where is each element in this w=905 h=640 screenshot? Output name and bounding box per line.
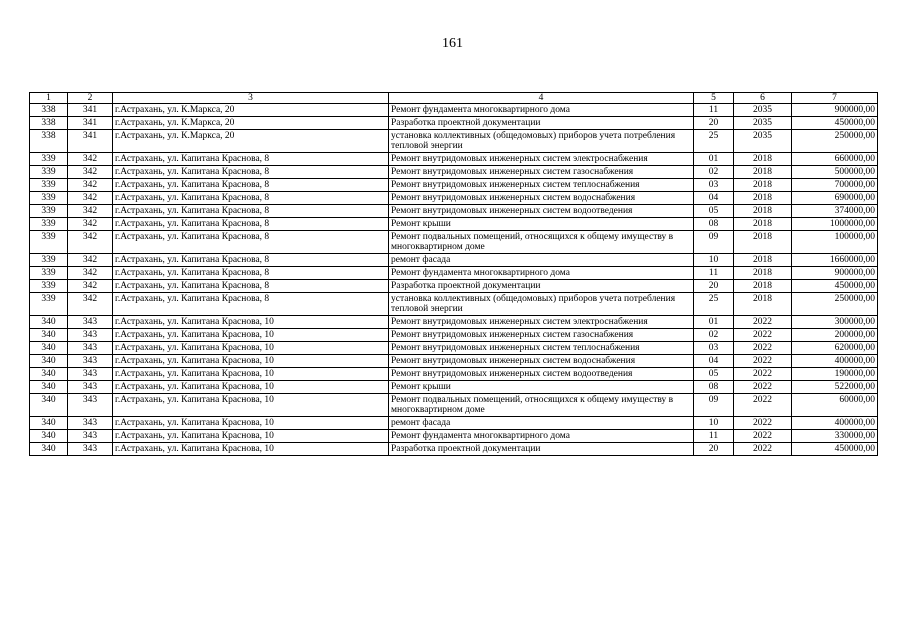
cost-cell: 330000,00 [792,430,878,443]
work-type-cell: Ремонт внутридомовых инженерных систем электроснабжения [389,316,694,329]
code-cell: 03 [694,342,734,355]
code-cell: 25 [694,293,734,316]
code-cell: 11 [694,267,734,280]
year-cell: 2018 [734,192,792,205]
column-header-7: 7 [792,93,878,104]
house-number-cell: 342 [68,231,113,254]
year-cell: 2022 [734,329,792,342]
row-number-cell: 338 [30,104,68,117]
year-cell: 2018 [734,231,792,254]
year-cell: 2018 [734,179,792,192]
year-cell: 2022 [734,443,792,456]
code-cell: 01 [694,153,734,166]
page-number: 161 [442,36,463,51]
code-cell: 03 [694,179,734,192]
work-type-cell: ремонт фасада [389,417,694,430]
work-type-cell: Ремонт подвальных помещений, относящихся к общему имуществу в многоквартирном доме [389,394,694,417]
row-number-cell: 339 [30,293,68,316]
house-number-cell: 343 [68,329,113,342]
cost-cell: 450000,00 [792,280,878,293]
house-number-cell: 343 [68,417,113,430]
year-cell: 2018 [734,166,792,179]
work-type-cell: Ремонт фундамента многоквартирного дома [389,104,694,117]
address-cell: г.Астрахань, ул. К.Маркса, 20 [113,117,389,130]
year-cell: 2018 [734,280,792,293]
year-cell: 2022 [734,394,792,417]
table-row [30,342,878,355]
house-number-cell: 341 [68,130,113,153]
code-cell: 08 [694,218,734,231]
work-type-cell: Ремонт фундамента многоквартирного дома [389,430,694,443]
house-number-cell: 342 [68,267,113,280]
cost-cell: 250000,00 [792,130,878,153]
table-row [30,192,878,205]
row-number-cell: 338 [30,117,68,130]
code-cell: 20 [694,443,734,456]
house-number-cell: 343 [68,368,113,381]
cost-cell: 620000,00 [792,342,878,355]
year-cell: 2035 [734,130,792,153]
cost-cell: 190000,00 [792,368,878,381]
cost-cell: 400000,00 [792,417,878,430]
cost-cell: 250000,00 [792,293,878,316]
cost-cell: 1000000,00 [792,218,878,231]
house-number-cell: 343 [68,342,113,355]
code-cell: 09 [694,394,734,417]
row-number-cell: 339 [30,192,68,205]
year-cell: 2022 [734,316,792,329]
code-cell: 10 [694,254,734,267]
work-type-cell: Ремонт крыши [389,381,694,394]
cost-cell: 700000,00 [792,179,878,192]
code-cell: 20 [694,117,734,130]
cost-cell: 450000,00 [792,443,878,456]
column-header-3: 3 [113,93,389,104]
house-number-cell: 343 [68,430,113,443]
house-number-cell: 343 [68,381,113,394]
table-row [30,293,878,316]
cost-cell: 374000,00 [792,205,878,218]
table-row [30,231,878,254]
work-type-cell: Ремонт внутридомовых инженерных систем водоотведения [389,368,694,381]
table-row [30,254,878,267]
table-row [30,394,878,417]
cost-cell: 500000,00 [792,166,878,179]
house-number-cell: 341 [68,117,113,130]
code-cell: 20 [694,280,734,293]
cost-cell: 200000,00 [792,329,878,342]
work-type-cell: Ремонт внутридомовых инженерных систем водоснабжения [389,192,694,205]
row-number-cell: 339 [30,231,68,254]
row-number-cell: 340 [30,417,68,430]
address-cell: г.Астрахань, ул. Капитана Краснова, 8 [113,280,389,293]
address-cell: г.Астрахань, ул. Капитана Краснова, 8 [113,179,389,192]
work-type-cell: Ремонт внутридомовых инженерных систем теплоснабжения [389,342,694,355]
row-number-cell: 339 [30,205,68,218]
address-cell: г.Астрахань, ул. Капитана Краснова, 10 [113,329,389,342]
year-cell: 2022 [734,342,792,355]
cost-cell: 100000,00 [792,231,878,254]
address-cell: г.Астрахань, ул. Капитана Краснова, 8 [113,153,389,166]
row-number-cell: 339 [30,280,68,293]
code-cell: 05 [694,368,734,381]
house-number-cell: 342 [68,280,113,293]
table-header-row [30,93,878,104]
address-cell: г.Астрахань, ул. Капитана Краснова, 8 [113,218,389,231]
year-cell: 2018 [734,218,792,231]
cost-cell: 400000,00 [792,355,878,368]
house-number-cell: 343 [68,316,113,329]
works-table [29,92,878,456]
column-header-4: 4 [389,93,694,104]
work-type-cell: Ремонт фундамента многоквартирного дома [389,267,694,280]
table-row [30,430,878,443]
year-cell: 2018 [734,205,792,218]
year-cell: 2018 [734,267,792,280]
table-row [30,205,878,218]
address-cell: г.Астрахань, ул. Капитана Краснова, 8 [113,254,389,267]
work-type-cell: установка коллективных (общедомовых) приборов учета потребления тепловой энергии [389,130,694,153]
table-row [30,417,878,430]
address-cell: г.Астрахань, ул. Капитана Краснова, 8 [113,293,389,316]
row-number-cell: 340 [30,316,68,329]
row-number-cell: 339 [30,218,68,231]
code-cell: 08 [694,381,734,394]
table-row [30,166,878,179]
row-number-cell: 340 [30,368,68,381]
cost-cell: 450000,00 [792,117,878,130]
table-row [30,280,878,293]
year-cell: 2022 [734,430,792,443]
row-number-cell: 340 [30,355,68,368]
work-type-cell: Разработка проектной документации [389,443,694,456]
row-number-cell: 340 [30,381,68,394]
address-cell: г.Астрахань, ул. К.Маркса, 20 [113,104,389,117]
house-number-cell: 342 [68,205,113,218]
cost-cell: 60000,00 [792,394,878,417]
work-type-cell: Ремонт внутридомовых инженерных систем теплоснабжения [389,179,694,192]
code-cell: 11 [694,104,734,117]
year-cell: 2018 [734,153,792,166]
code-cell: 09 [694,231,734,254]
code-cell: 10 [694,417,734,430]
house-number-cell: 342 [68,293,113,316]
table-row [30,267,878,280]
address-cell: г.Астрахань, ул. Капитана Краснова, 10 [113,316,389,329]
address-cell: г.Астрахань, ул. Капитана Краснова, 10 [113,430,389,443]
work-type-cell: установка коллективных (общедомовых) приборов учета потребления тепловой энергии [389,293,694,316]
table-row [30,329,878,342]
column-header-6: 6 [734,93,792,104]
address-cell: г.Астрахань, ул. Капитана Краснова, 10 [113,443,389,456]
table-row [30,104,878,117]
table-row [30,355,878,368]
year-cell: 2022 [734,381,792,394]
house-number-cell: 341 [68,104,113,117]
table-row [30,130,878,153]
house-number-cell: 342 [68,166,113,179]
house-number-cell: 342 [68,254,113,267]
column-header-1: 1 [30,93,68,104]
cost-cell: 1660000,00 [792,254,878,267]
column-header-2: 2 [68,93,113,104]
work-type-cell: ремонт фасада [389,254,694,267]
address-cell: г.Астрахань, ул. Капитана Краснова, 10 [113,342,389,355]
house-number-cell: 342 [68,153,113,166]
row-number-cell: 339 [30,153,68,166]
table-row [30,218,878,231]
code-cell: 01 [694,316,734,329]
code-cell: 04 [694,355,734,368]
table-row [30,381,878,394]
cost-cell: 660000,00 [792,153,878,166]
work-type-cell: Ремонт внутридомовых инженерных систем электроснабжения [389,153,694,166]
cost-cell: 522000,00 [792,381,878,394]
address-cell: г.Астрахань, ул. Капитана Краснова, 10 [113,381,389,394]
cost-cell: 300000,00 [792,316,878,329]
year-cell: 2035 [734,117,792,130]
code-cell: 04 [694,192,734,205]
work-type-cell: Ремонт внутридомовых инженерных систем газоснабжения [389,329,694,342]
work-type-cell: Ремонт внутридомовых инженерных систем газоснабжения [389,166,694,179]
year-cell: 2018 [734,293,792,316]
row-number-cell: 338 [30,130,68,153]
work-type-cell: Разработка проектной документации [389,280,694,293]
year-cell: 2022 [734,355,792,368]
address-cell: г.Астрахань, ул. Капитана Краснова, 10 [113,368,389,381]
cost-cell: 900000,00 [792,267,878,280]
code-cell: 25 [694,130,734,153]
address-cell: г.Астрахань, ул. Капитана Краснова, 10 [113,355,389,368]
house-number-cell: 342 [68,218,113,231]
table-row [30,316,878,329]
year-cell: 2035 [734,104,792,117]
row-number-cell: 339 [30,166,68,179]
cost-cell: 690000,00 [792,192,878,205]
table-row [30,179,878,192]
address-cell: г.Астрахань, ул. Капитана Краснова, 8 [113,166,389,179]
table-row [30,153,878,166]
column-header-5: 5 [694,93,734,104]
address-cell: г.Астрахань, ул. К.Маркса, 20 [113,130,389,153]
house-number-cell: 342 [68,179,113,192]
code-cell: 02 [694,166,734,179]
work-type-cell: Ремонт внутридомовых инженерных систем водоснабжения [389,355,694,368]
address-cell: г.Астрахань, ул. Капитана Краснова, 8 [113,267,389,280]
address-cell: г.Астрахань, ул. Капитана Краснова, 10 [113,417,389,430]
code-cell: 02 [694,329,734,342]
table-row [30,443,878,456]
work-type-cell: Ремонт внутридомовых инженерных систем водоотведения [389,205,694,218]
table-body [30,104,878,456]
row-number-cell: 339 [30,254,68,267]
row-number-cell: 340 [30,443,68,456]
house-number-cell: 343 [68,394,113,417]
address-cell: г.Астрахань, ул. Капитана Краснова, 8 [113,192,389,205]
address-cell: г.Астрахань, ул. Капитана Краснова, 8 [113,231,389,254]
year-cell: 2022 [734,368,792,381]
row-number-cell: 339 [30,179,68,192]
row-number-cell: 340 [30,329,68,342]
house-number-cell: 343 [68,443,113,456]
table-row [30,368,878,381]
work-type-cell: Ремонт подвальных помещений, относящихся к общему имуществу в многоквартирном доме [389,231,694,254]
address-cell: г.Астрахань, ул. Капитана Краснова, 10 [113,394,389,417]
row-number-cell: 340 [30,430,68,443]
row-number-cell: 340 [30,342,68,355]
row-number-cell: 340 [30,394,68,417]
house-number-cell: 343 [68,355,113,368]
work-type-cell: Ремонт крыши [389,218,694,231]
cost-cell: 900000,00 [792,104,878,117]
year-cell: 2022 [734,417,792,430]
house-number-cell: 342 [68,192,113,205]
table-row [30,117,878,130]
row-number-cell: 339 [30,267,68,280]
year-cell: 2018 [734,254,792,267]
work-type-cell: Разработка проектной документации [389,117,694,130]
code-cell: 05 [694,205,734,218]
address-cell: г.Астрахань, ул. Капитана Краснова, 8 [113,205,389,218]
code-cell: 11 [694,430,734,443]
